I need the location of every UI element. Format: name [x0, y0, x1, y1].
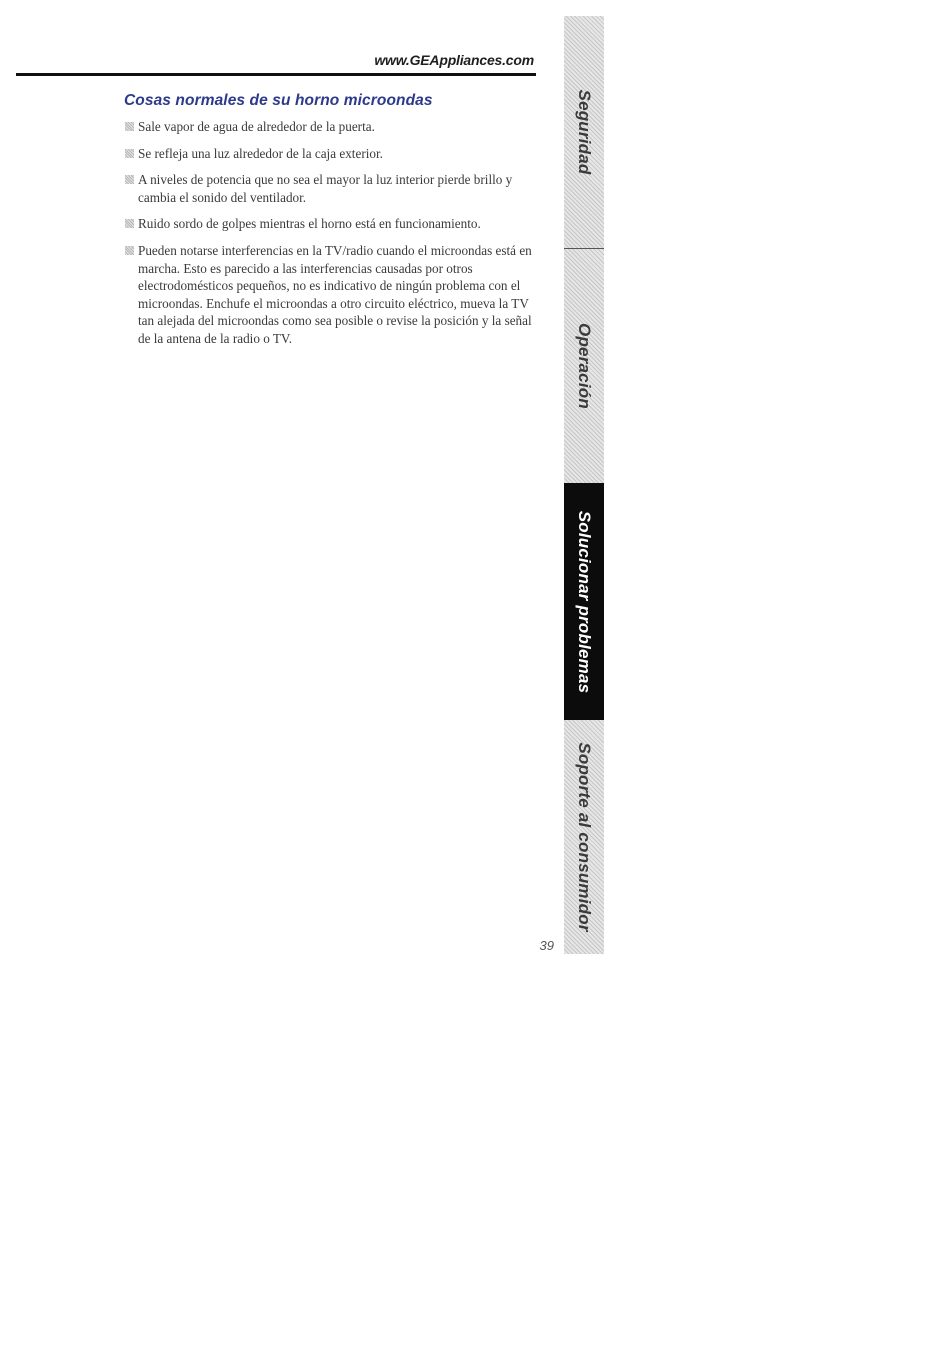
square-bullet-icon	[125, 149, 134, 158]
list-item	[124, 145, 536, 163]
tab-operacion[interactable]	[564, 249, 604, 483]
list-item	[124, 118, 536, 136]
section-title: Cosas normales de su horno microondas	[124, 92, 433, 109]
list-item	[124, 242, 536, 348]
tab-solucionar-problemas[interactable]	[564, 483, 604, 720]
list-item-text: Ruido sordo de golpes mientras el horno está en funcionamiento.	[138, 216, 481, 232]
list-item-text: A niveles de potencia que no sea el mayor la luz interior pierde brillo y cambia el sonido del ventilador.	[138, 172, 513, 205]
header-rule	[16, 73, 536, 76]
tab-seguridad[interactable]	[564, 16, 604, 248]
tab-soporte-al-consumidor[interactable]	[564, 720, 604, 954]
tab-label: Solucionar problemas	[575, 510, 594, 693]
list-item-text: Sale vapor de agua de alrededor de la puerta.	[138, 119, 375, 134]
square-bullet-icon	[125, 219, 134, 228]
square-bullet-icon	[125, 175, 134, 184]
list-item	[124, 171, 536, 206]
tab-label: Operación	[575, 323, 594, 409]
website-url: www.GEAppliances.com	[374, 52, 534, 68]
section-tabs	[564, 16, 604, 954]
tab-label: Soporte al consumidor	[575, 742, 594, 932]
square-bullet-icon	[125, 122, 134, 131]
normal-conditions-list	[124, 118, 536, 357]
list-item-text: Se refleja una luz alrededor de la caja exterior.	[138, 145, 383, 161]
square-bullet-icon	[125, 246, 134, 255]
list-item-text: Pueden notarse interferencias en la TV/radio cuando el microondas está en marcha. Esto es parecido a las interferencias causadas por otros electrodomésticos pequeños, no es indicativo de ningún problema con el microondas. Enchufe el microondas a otro circuito eléctrico, mueva la TV tan alejada del microondas como sea posible o revise la posición y la señal de la antena de la radio o TV.	[138, 242, 532, 346]
list-item	[124, 215, 536, 233]
page-number: 39	[539, 938, 554, 953]
tab-label: Seguridad	[575, 89, 594, 175]
